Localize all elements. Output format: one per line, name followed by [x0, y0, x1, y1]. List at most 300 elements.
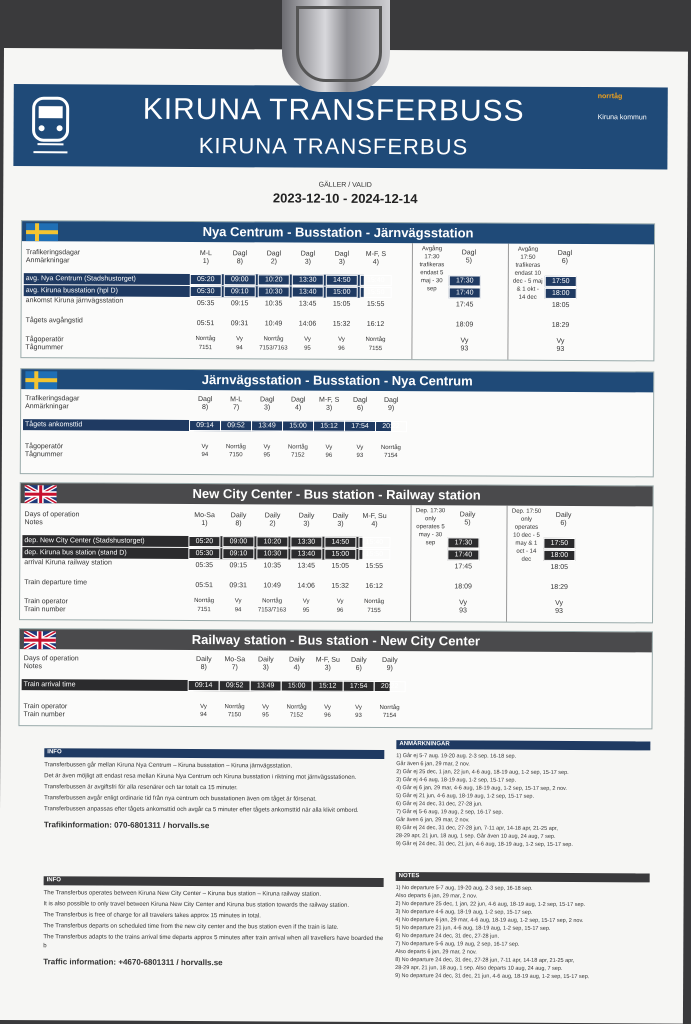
departure-time: 15:40 [360, 275, 392, 286]
note-line: 4) No departure 6 jan, 29 mar, 4-6 aug, 18-19 aug, 1-2 sep, 15-17 sep, 2 nov. [395, 917, 584, 925]
section-title-text: Järnvägsstation - Busstation - Nya Centrum [201, 372, 473, 389]
side-note: Avgång 17:30 trafikeras endast 5 maj - 30 sep [419, 246, 445, 293]
operator-cell: Vy [234, 598, 242, 605]
info-heading: INFO [44, 876, 384, 887]
train-time: 16:12 [365, 582, 383, 590]
departure-time: 17:50 [543, 538, 575, 549]
note-cell: 3) [324, 664, 331, 672]
days-cell: Dagl [197, 396, 213, 404]
days-cell: Daily [298, 512, 315, 520]
train-number-cell: 95 [302, 607, 310, 614]
note-cell: 3) [304, 258, 312, 266]
info-line: Transferbussen är avgiftsfri för alla resenärer och tar totalt ca 15 minuter. [44, 784, 238, 792]
departure-time: 10:20 [256, 536, 288, 547]
traffic-contact: Trafikinformation: 070-6801311 / horvalls.se [43, 820, 210, 831]
days-cell: Mo-Sa [224, 656, 246, 664]
departure-time: 18:00 [545, 288, 577, 299]
row-label: Tågnummer [25, 344, 64, 352]
note-line: 3) No departure 4-6 aug, 18-19 aug, 1-2 sep, 15-17 sep. [395, 909, 533, 916]
operator-cell: Vy [200, 704, 207, 711]
operator-cell: Vy [338, 336, 345, 343]
arrival-time: 20:22 [375, 421, 407, 432]
days-cell: Daily [196, 656, 212, 664]
note-cell: 4) [294, 404, 302, 412]
days-cell: Daily [381, 656, 398, 665]
note-line: 28-29 apr, 21 jun, 18 aug, 1 sep. Går även 10 aug, 24 aug, 7 sep. [395, 833, 556, 840]
arrival-time: 09:15 [230, 300, 249, 308]
train-number-cell: 7155 [368, 345, 383, 352]
note-cell: 2) [270, 258, 278, 266]
note-line: 1) Går ej 5-7 aug. 19-20 aug. 2-3 sep. 16-18 sep. [396, 753, 517, 760]
arrival-time: 18:05 [551, 301, 570, 309]
train-number-cell: 95 [263, 452, 271, 459]
arrival-time: 05:35 [196, 300, 215, 308]
timetable-section [20, 220, 655, 361]
operator-cell: Vy [336, 598, 344, 605]
note-line: Also departs 6 jan, 29 mar, 2 nov. [395, 893, 478, 900]
departure-time: 10:20 [258, 274, 290, 285]
note-cell: 6) [355, 664, 362, 672]
arrival-time: 09:14 [189, 420, 221, 431]
info-swedish [44, 748, 384, 831]
uk-flag-icon [25, 485, 57, 503]
note-cell: 3) [303, 520, 310, 528]
departure-time: 13:30 [292, 275, 324, 286]
side-column [411, 243, 508, 360]
note-cell: 8) [201, 404, 209, 412]
note-cell: 3) [338, 258, 346, 266]
note-line: Går även 6 jan, 29 mar, 2 nov. [395, 817, 470, 824]
note-cell: 9) [386, 665, 393, 673]
timetable-paper [0, 48, 688, 1024]
info-line: Transferbussen går mellan Kiruna Nya Centrum – Kiruna busstation – Kiruna järnvägsstation. [44, 762, 293, 770]
train-number-cell: 96 [325, 452, 333, 459]
arrival-time: 15:05 [332, 300, 351, 308]
timetable-section [18, 628, 653, 729]
arrival-time: 15:12 [313, 421, 345, 432]
note-line: 7) Går ej 5-6 aug, 19 aug, 2 sep, 16-17 sep. [395, 809, 504, 816]
section-title-text: Railway station - Bus station - New City Center [191, 631, 481, 649]
note-line: 5) Går ej 21 jun, 4-6 aug, 18-19 aug, 1-2 sep, 15-17 sep. [396, 793, 535, 800]
row-label: Anmärkningar [25, 403, 69, 411]
days-cell: Dagl [300, 250, 316, 258]
departure-time: 09:10 [224, 286, 256, 297]
arrival-time: 13:45 [297, 562, 316, 570]
info-line: The Transferbus operates between Kiruna New City Center – Kiruna bus station – Kiruna railway station. [43, 890, 322, 898]
train-number-cell: 94 [200, 712, 207, 719]
train-number-cell: 93 [355, 712, 362, 719]
days-cell: Dagl [557, 249, 573, 257]
departure-time: 18:00 [543, 550, 575, 561]
days-cell: Dagl [259, 396, 275, 404]
operator-cell: Norrtåg [194, 598, 215, 605]
departure-time: 09:00 [224, 274, 256, 285]
row-label: Tågoperatör [24, 443, 64, 451]
train-number-cell: 7153/7163 [257, 607, 287, 614]
train-number-cell: 7154 [384, 452, 398, 460]
departure-time: 15:50 [358, 549, 390, 560]
info-line: The Transferbus adapts to the trains arrival time departs approx 5 minutes after train arrival when all travellers have boarded the b [43, 934, 384, 950]
train-number-cell: 7152 [291, 452, 305, 459]
arrival-time: 18:05 [550, 563, 569, 571]
arrival-time: 20:22 [374, 681, 406, 692]
notes-heading: ANMÄRKNINGAR [396, 740, 650, 750]
arrival-time: 10:35 [264, 300, 283, 308]
row-label: Trafikeringsdagar [25, 395, 80, 403]
arrival-time: 09:52 [219, 680, 251, 691]
operator-cell: Vy [356, 444, 364, 451]
note-line: 8) Går ej 24 dec, 31 dec, 27-28 jun, 7-11 apr, 14-18 apr, 21-25 apr, [395, 825, 558, 832]
days-cell: Daily [332, 512, 349, 520]
days-cell: M-F, Su [315, 656, 340, 664]
train-time: 18:29 [550, 583, 568, 591]
departure-time: 05:30 [188, 548, 220, 559]
note-line: 2) Går ej 25 dec, 1 jan, 22 jun, 4-6 aug, 18-19 aug, 1-2 sep, 15-17 sep. [396, 769, 569, 776]
operator-cell: Vy [262, 704, 269, 711]
note-cell: 1) [202, 258, 210, 266]
title-english: KIRUNA TRANSFERBUS [198, 133, 469, 160]
row-label-highlight: Train arrival time [22, 679, 390, 692]
row-label: Notes [24, 519, 43, 527]
train-time: 14:06 [298, 320, 317, 328]
note-cell: 8) [200, 664, 207, 672]
operator-cell: Vy [302, 598, 310, 605]
days-cell: Dagl [334, 250, 350, 258]
row-label-highlight: avg. Nya Centrum (Stadshustorget) [24, 273, 364, 286]
note-cell: 6) [560, 519, 567, 527]
side-note: Dep. 17:30 only operates 5 may - 30 sep [415, 508, 446, 547]
train-time: 09:31 [230, 320, 249, 328]
train-time: 05:51 [195, 582, 213, 590]
operator-cell: Norrtåg [224, 704, 245, 711]
days-cell: Dagl [232, 250, 248, 258]
section-title [21, 483, 653, 506]
notes-heading: NOTES [396, 872, 650, 882]
operator-cell: Norrtåg [287, 444, 308, 451]
days-cell: M-F, Su [362, 512, 387, 521]
note-cell: 7) [231, 664, 238, 672]
departure-time: 13:40 [290, 549, 322, 560]
train-time: 14:06 [297, 582, 315, 590]
operator-cell: Norrtåg [365, 336, 386, 344]
days-cell: M-L [199, 250, 212, 258]
operator-cell: Vy [263, 444, 271, 451]
train-number-cell: 96 [338, 345, 345, 352]
train-number-cell: 93 [556, 345, 565, 353]
note-line: 8) No departure 24 dec, 31 dec, 27-28 jun, 7-11 apr, 14-18 apr, 21-25 apr, [395, 957, 575, 964]
operator-cell: Norrtåg [195, 336, 216, 343]
note-line: Also departs 6 jan, 29 mar, 2 nov. [395, 949, 477, 956]
row-label: Tågets avgångstid [25, 317, 83, 325]
arrival-time: 15:12 [312, 681, 344, 692]
valid-range: 2023-12-10 - 2024-12-14 [272, 190, 418, 207]
note-cell: 3) [337, 520, 344, 528]
days-cell: Daily [230, 512, 247, 520]
train-number-cell: 7152 [289, 712, 304, 719]
binder-clip [282, 0, 390, 92]
departure-time: 09:10 [222, 548, 254, 559]
train-number-cell: 95 [304, 345, 311, 352]
train-number-cell: 95 [262, 712, 269, 719]
operator-cell: Vy [460, 337, 469, 345]
notes-english [395, 872, 650, 981]
note-cell: 5) [464, 519, 471, 527]
row-label: Trafikeringsdagar [25, 249, 81, 257]
municipality-name: Kiruna kommun [597, 114, 647, 122]
note-cell: 2) [269, 520, 276, 528]
departure-time: 17:50 [545, 276, 577, 287]
arrival-time: 09:15 [229, 562, 248, 570]
departure-time: 15:00 [326, 287, 358, 298]
operator-cell: Vy [236, 336, 243, 343]
note-cell: 8) [236, 258, 244, 266]
arrival-time: 15:55 [366, 300, 385, 308]
side-column [507, 244, 604, 361]
arrival-time: 15:55 [365, 562, 384, 570]
train-number-cell: 7154 [382, 712, 397, 720]
row-label-highlight: Tågets ankomsttid [23, 419, 391, 432]
days-cell: Daily [459, 511, 476, 519]
arrival-time: 15:00 [282, 420, 314, 431]
train-time: 09:31 [229, 582, 247, 590]
train-time: 10:49 [263, 582, 281, 590]
departure-time: 13:30 [290, 537, 322, 548]
train-number-cell: 94 [201, 452, 209, 459]
note-line: 3) Går ej 4-6 aug, 18-19 aug, 1-2 sep, 15-17 sep. [396, 777, 517, 784]
departure-time: 10:30 [256, 548, 288, 559]
side-column [410, 505, 507, 622]
note-cell: 5) [465, 257, 473, 265]
train-number-cell: 7150 [227, 712, 242, 719]
arrival-time: 05:35 [195, 562, 214, 570]
days-cell: Dagl [290, 396, 306, 404]
row-label: Tågoperatör [25, 336, 64, 344]
departure-time: 17:40 [449, 287, 481, 298]
note-line: 6) No departure 24 dec, 31 dec, 27-28 jun. [395, 933, 500, 940]
note-line: 6) Går ej 24 dec, 31 dec, 27-28 jun. [396, 801, 483, 808]
row-label: ankomst Kiruna järnvägsstation [25, 297, 124, 305]
traffic-contact: Traffic information: +4670-6801311 / horvalls.se [43, 957, 223, 968]
section-title-text: New City Center - Bus station - Railway station [192, 485, 481, 503]
row-label: Days of operation [23, 655, 79, 663]
title-banner [13, 84, 667, 169]
note-cell: 3) [262, 664, 269, 672]
note-cell: 1) [201, 520, 208, 528]
row-label: Train number [24, 606, 66, 614]
departure-time: 15:00 [324, 549, 356, 560]
operator-cell: Vy [459, 599, 468, 607]
info-line: Det är även möjligt att endast resa mellan Kiruna Nya Centrum och Kiruna busstation i riktning mot järnvägsstationen. [44, 773, 357, 781]
days-cell: M-L [230, 396, 243, 404]
valid-label: GÄLLER / VALID [318, 181, 372, 189]
operator-logo: norrtåg [597, 93, 623, 101]
departure-time: 10:30 [258, 286, 290, 297]
side-note: Avgång 17:50 trafikeras endast 10 dec - 5 maj & 1 okt - 14 dec [512, 246, 543, 301]
train-number-cell: 93 [555, 607, 563, 615]
swedish-flag-icon [26, 223, 58, 241]
row-label: Anmärkningar [25, 257, 70, 265]
timetable-section [20, 368, 655, 477]
days-cell: Dagl [383, 396, 399, 405]
days-cell: Dagl [352, 396, 368, 404]
arrival-time: 13:49 [251, 420, 283, 431]
days-cell: Daily [258, 656, 274, 664]
days-cell: Dagl [461, 249, 477, 257]
days-cell: Daily [288, 656, 305, 664]
arrival-time: 09:14 [188, 680, 220, 691]
row-label: Days of operation [24, 511, 80, 519]
arrival-time: 15:00 [281, 680, 313, 691]
train-number-cell: 7153/7163 [259, 345, 288, 352]
train-number-cell: 7150 [229, 452, 243, 459]
row-label: Train operator [24, 598, 68, 606]
departure-time: 05:20 [190, 274, 222, 285]
title-swedish: KIRUNA TRANSFERBUSS [142, 92, 525, 128]
arrival-time: 17:54 [344, 421, 376, 432]
section-title [20, 629, 652, 652]
departure-time: 05:30 [190, 286, 222, 297]
note-line: 9) Går ej 24 dec, 31 dec, 21 jun, 4-6 aug, 18-19 aug, 1-2 sep, 15-17 sep. [395, 841, 573, 848]
operator-cell: Norrtåg [286, 704, 307, 711]
row-label: Train number [23, 711, 65, 719]
train-number-cell: 7151 [198, 345, 213, 352]
section-title-text: Nya Centrum - Busstation - Järnvägsstation [202, 224, 474, 241]
train-number-cell: 93 [459, 607, 467, 615]
kiruna-logo [597, 93, 657, 163]
train-number-cell: 7155 [367, 607, 381, 614]
departure-time: 14:50 [326, 275, 358, 286]
days-cell: Dagl [266, 250, 282, 258]
days-cell: M-F, S [365, 250, 387, 259]
side-note: Dep. 17:50 only operates 10 dec - 5 may & 1 oct - 14 dec [511, 508, 542, 563]
days-cell: Daily [350, 656, 367, 664]
departure-time: 05:20 [188, 536, 220, 547]
operator-cell: Vy [556, 337, 565, 345]
note-line: 7) No departure 5-6 aug, 19 aug, 2 sep, 16-17 sep. [395, 941, 520, 948]
operator-cell: Vy [324, 704, 331, 711]
departure-time: 15:40 [358, 537, 390, 548]
operator-cell: Vy [555, 599, 564, 607]
train-time: 15:32 [331, 582, 349, 590]
note-cell: 6) [561, 257, 569, 265]
arrival-time: 17:45 [454, 563, 473, 571]
arrival-time: 09:52 [220, 420, 252, 431]
train-time: 18:09 [455, 321, 474, 329]
train-number-cell: 93 [356, 452, 364, 459]
operator-cell: Vy [304, 336, 311, 343]
operator-cell: Norrtåg [380, 444, 401, 452]
train-number-cell: 96 [336, 607, 344, 614]
swedish-flag-icon [25, 371, 57, 389]
arrival-time: 13:45 [298, 300, 317, 308]
info-line: The Transferbus is free of charge for all travelers takes approx 15 minutes in total. [43, 912, 261, 920]
operator-cell: Vy [201, 444, 209, 451]
info-line: Transferbussen avgår enligt ordinarie tid från nya centrum och busstationen även om tåget är försenat. [44, 795, 317, 803]
train-time: 10:49 [264, 320, 283, 328]
departure-time: 17:40 [447, 549, 479, 560]
note-line: Går även 6 jan, 29 mar, 2 nov. [396, 761, 470, 768]
operator-cell: Norrtåg [364, 598, 385, 605]
note-line: 1) No departure 5-7 aug, 19-20 aug, 2-3 sep, 16-18 sep. [395, 885, 533, 892]
note-cell: 8) [235, 520, 242, 528]
note-cell: 9) [387, 405, 395, 413]
info-line: The Transferbus departs on scheduled time from the new city center and the bus station even if the train is late. [43, 923, 339, 931]
row-label-highlight: dep. New City Center (Stadshustorget) [22, 535, 362, 548]
notes-swedish [396, 740, 651, 849]
note-line: 4) Går ej 6 jan, 29 mar, 4-6 aug, 18-19 aug, 1-2 sep, 15-17 sep, 2 nov. [396, 785, 567, 792]
row-label-highlight: dep. Kiruna bus station (stand D) [22, 547, 362, 560]
row-label-highlight: avg. Kiruna busstation (hpl D) [24, 285, 364, 298]
operator-cell: Norrtåg [225, 444, 246, 451]
note-line: 28-29 apr, 21 jun, 18 aug, 1 sep. Also departs 10 aug, 24 aug, 7 sep. [395, 965, 563, 972]
arrival-time: 17:54 [343, 681, 375, 692]
note-cell: 3) [263, 404, 271, 412]
info-line: Transferbussen anpassas efter tågets ankomsttid och avgår ca 5 minuter efter tågets ankomsttid när alla klivit ombord. [43, 806, 359, 814]
section-title [22, 221, 654, 244]
departure-time: 15:50 [360, 287, 392, 298]
departure-time: 14:50 [324, 537, 356, 548]
days-cell: M-F, S [319, 396, 340, 404]
train-number-cell: 93 [460, 345, 469, 353]
train-number-cell: 94 [236, 345, 243, 352]
operator-cell: Norrtåg [262, 598, 283, 605]
train-number-cell: 7151 [197, 607, 211, 614]
info-heading: INFO [44, 748, 384, 759]
note-cell: 4) [372, 258, 380, 266]
departure-time: 09:00 [222, 536, 254, 547]
section-title [21, 369, 653, 392]
note-line: 2) No departure 25 dec, 1 jan, 22 jun, 4-6 aug, 18-19 aug, 1-2 sep, 15-17 sep. [395, 901, 586, 909]
train-time: 05:51 [196, 320, 215, 328]
operator-cell: Vy [355, 704, 362, 711]
side-column [506, 506, 603, 623]
note-line: 9) No departure 24 dec, 31 dec, 21 jun, 4-6 aug, 18-19 aug, 1-2 sep, 15-17 sep. [395, 973, 590, 981]
note-cell: 6) [356, 404, 364, 412]
days-cell: Mo-Sa [194, 512, 215, 520]
timetable-section [19, 482, 654, 623]
note-line: 5) No departure 21 jun, 4-6 aug, 18-19 aug, 1-2 sep, 15-17 sep. [395, 925, 551, 932]
arrival-time: 13:49 [250, 680, 282, 691]
departure-time: 17:30 [449, 275, 481, 286]
departure-time: 13:40 [292, 287, 324, 298]
operator-cell: Norrtåg [379, 704, 400, 712]
train-time: 16:12 [366, 320, 385, 328]
train-icon [25, 94, 75, 156]
arrival-time: 10:35 [263, 562, 282, 570]
note-cell: 4) [293, 664, 300, 672]
arrival-time: 17:45 [455, 301, 474, 309]
train-number-cell: 96 [324, 712, 331, 719]
train-time: 18:29 [551, 321, 570, 329]
departure-time: 17:30 [447, 537, 479, 548]
row-label: Tågnummer [24, 451, 63, 459]
row-label: Train departure time [24, 579, 87, 587]
days-cell: Daily [555, 511, 572, 519]
train-time: 15:32 [332, 320, 351, 328]
row-label: arrival Kiruna railway station [24, 559, 112, 567]
row-label: Notes [23, 663, 43, 671]
arrival-time: 15:05 [331, 562, 350, 570]
uk-flag-icon [24, 631, 56, 649]
operator-cell: Vy [325, 444, 333, 451]
note-cell: 7) [232, 404, 240, 412]
train-time: 18:09 [454, 583, 472, 591]
info-english [43, 876, 383, 968]
info-line: It is also possible to only travel between Kiruna New City Center and Kiruna bus station towards the railway station. [43, 901, 350, 909]
operator-cell: Norrtåg [263, 336, 284, 343]
train-number-cell: 94 [234, 607, 242, 614]
days-cell: Daily [264, 512, 281, 520]
